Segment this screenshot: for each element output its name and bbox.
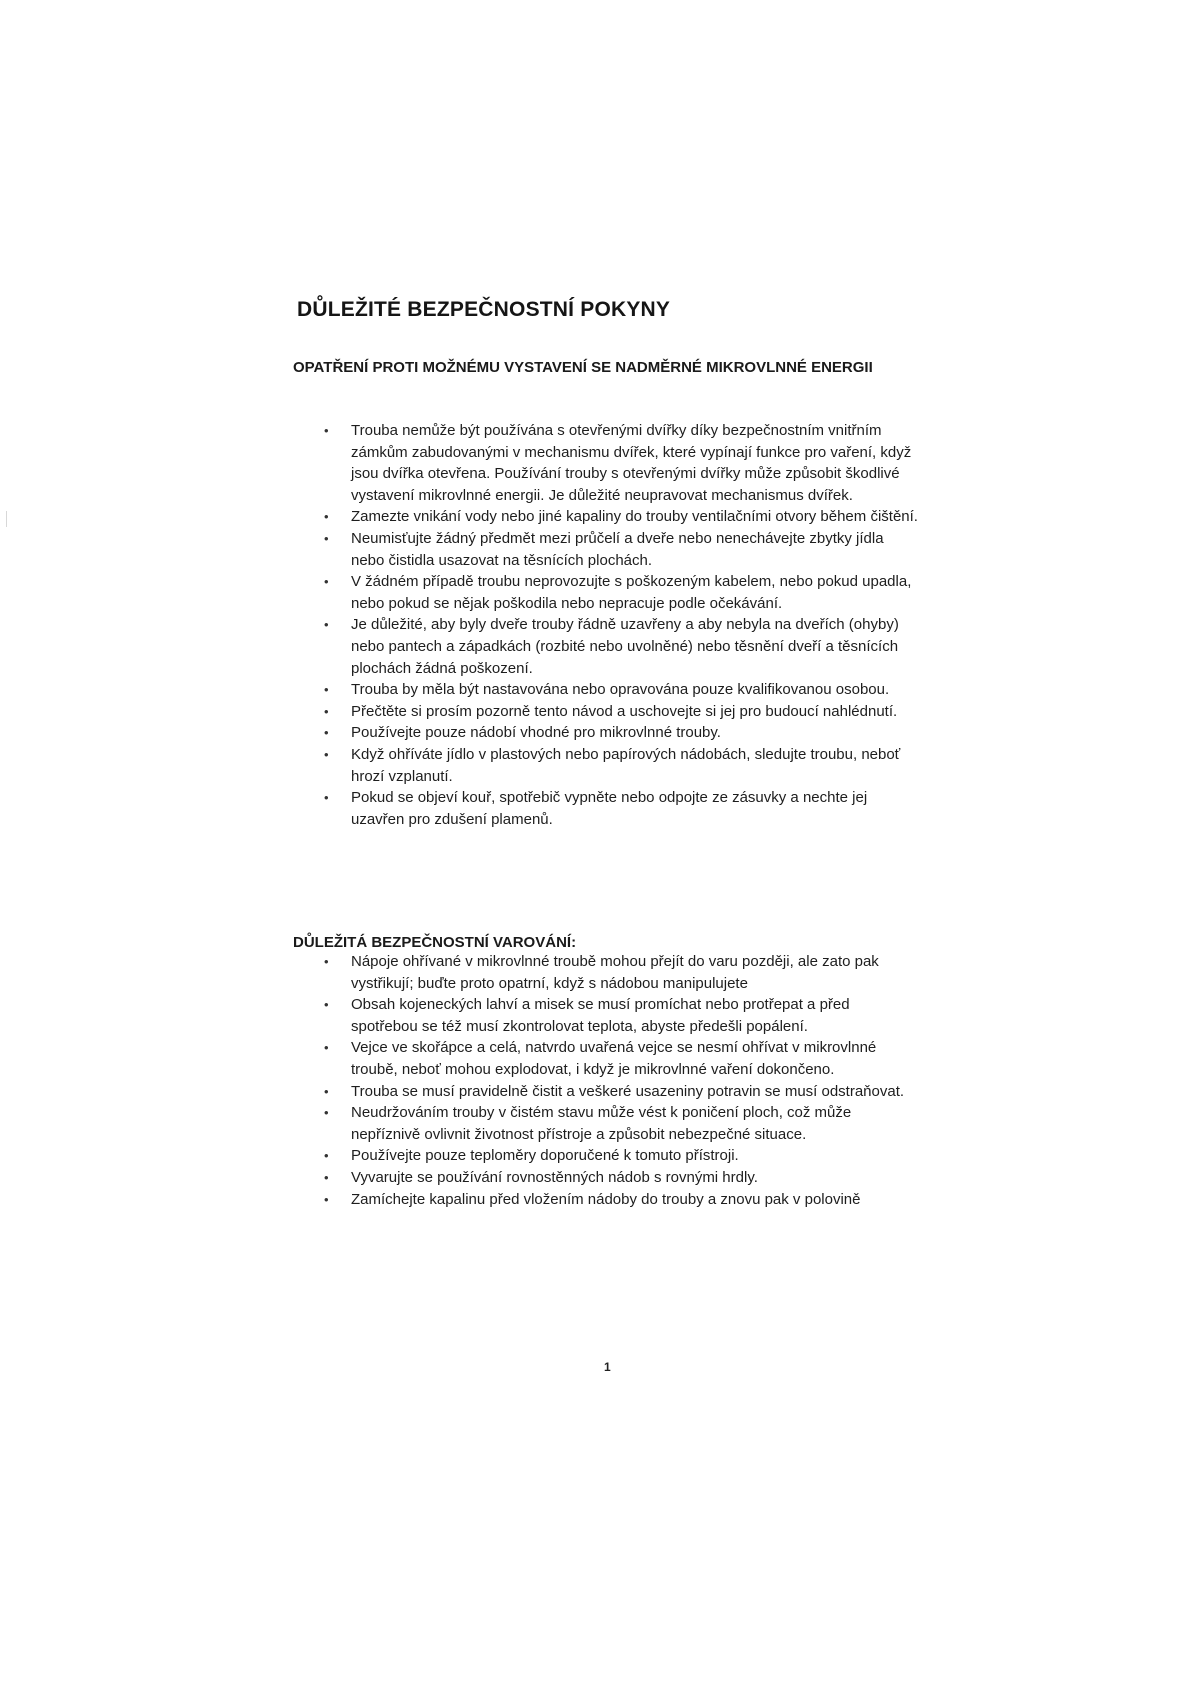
bullet-icon: • — [324, 509, 329, 525]
list-item — [320, 614, 918, 679]
list-item — [320, 1145, 918, 1167]
list-item — [320, 1081, 918, 1103]
list-item-text: Neumisťujte žádný předmět mezi průčelí a dveře nebo nenechávejte zbytky jídla nebo čistidla usazovat na těsnících plochách. — [351, 529, 884, 569]
list-item-text: Obsah kojeneckých lahví a misek se musí promíchat nebo protřepat a před spotřebou se též musí zkontrolovat teplota, abyste předešli popálení. — [351, 996, 850, 1035]
list-item-text: Když ohříváte jídlo v plastových nebo papírových nádobách, sledujte troubu, neboť hrozí vzplanutí. — [351, 745, 901, 785]
list-item-text: Zamezte vnikání vody nebo jiné kapaliny do trouby ventilačními otvory během čištění. — [351, 508, 918, 526]
bullet-icon: • — [324, 1040, 329, 1056]
list-item — [320, 1189, 918, 1211]
scan-mark — [6, 511, 7, 527]
list-item-text: Pokud se objeví kouř, spotřebič vypněte nebo odpojte ze zásuvky a nechte jej uzavřen pro zdušení plamenů. — [351, 789, 868, 828]
bullet-icon: • — [324, 682, 329, 698]
list-item-text: Používejte pouze teploměry doporučené k tomuto přístroji. — [351, 1147, 739, 1165]
page-number: 1 — [604, 1360, 611, 1374]
bullet-icon: • — [324, 530, 329, 546]
bullet-icon: • — [324, 997, 329, 1013]
bullet-icon: • — [324, 954, 329, 969]
list-item — [320, 787, 918, 830]
list-item-text: Neudržováním trouby v čistém stavu může vést k poničení ploch, což může nepříznivě ovlivnit životnost přístroje a způsobit nebezpečné situace. — [351, 1104, 852, 1143]
list-item — [320, 528, 918, 571]
bullet-icon: • — [324, 1083, 329, 1099]
list-item — [320, 744, 918, 787]
bullet-icon: • — [324, 574, 329, 590]
list-item — [320, 420, 918, 506]
list-item-text: Trouba by měla být nastavována nebo opravována pouze kvalifikovanou osobou. — [351, 681, 890, 699]
precautions-list — [320, 420, 918, 830]
bullet-icon: • — [324, 423, 329, 438]
list-item-text: Používejte pouze nádobí vhodné pro mikrovlnné trouby. — [351, 724, 721, 742]
bullet-icon: • — [324, 1148, 329, 1164]
bullet-icon: • — [324, 1191, 329, 1207]
list-item — [320, 722, 918, 744]
list-item — [320, 506, 918, 528]
list-item-text: Nápoje ohřívané v mikrovlnné troubě mohou přejít do varu později, ale zato pak vystřikují; buďte proto opatrní, když s nádobou manipulujete — [351, 953, 879, 992]
list-item — [320, 679, 918, 701]
bullet-icon: • — [324, 790, 329, 806]
list-item-text: Je důležité, aby byly dveře trouby řádně uzavřeny a aby nebyla na dveřích (ohyby) nebo pantech a západkách (rozbité nebo uvolněné) nebo těsnění dveří a těsnících plochách žádná poškození. — [351, 616, 899, 677]
warnings-list — [320, 951, 918, 1210]
document-title: DŮLEŽITÉ BEZPEČNOSTNÍ POKYNY — [297, 298, 671, 321]
list-item-text: Trouba nemůže být používána s otevřenými dvířky díky bezpečnostním vnitřním zámkům zabudovanými v mechanismu dvířek, které vypínají funkce pro vaření, když jsou dvířka otevřena. Používání trouby s otevřenými dvířky může způsobit škodlivé vystavení mikrovlnné energii. Je důležité neupravovat mechanismus dvířek. — [351, 422, 912, 504]
bullet-icon: • — [324, 617, 329, 633]
list-item — [320, 994, 918, 1037]
bullet-icon: • — [324, 1105, 329, 1121]
list-item-text: Zamíchejte kapalinu před vložením nádoby do trouby a znovu pak v polovině — [351, 1190, 861, 1208]
bullet-icon: • — [324, 725, 329, 741]
section-heading-safety-warnings: DŮLEŽITÁ BEZPEČNOSTNÍ VAROVÁNÍ: — [293, 934, 577, 951]
list-item — [320, 1102, 918, 1145]
list-item — [320, 951, 918, 994]
list-item — [320, 571, 918, 614]
bullet-icon: • — [324, 746, 329, 762]
list-item-text: Přečtěte si prosím pozorně tento návod a uschovejte si jej pro budoucí nahlédnutí. — [351, 702, 898, 720]
list-item-text: Vyvarujte se používání rovnostěnných nádob s rovnými hrdly. — [351, 1168, 758, 1186]
bullet-icon: • — [324, 703, 329, 719]
list-item-text: Trouba se musí pravidelně čistit a veškeré usazeniny potravin se musí odstraňovat. — [351, 1082, 905, 1100]
list-item — [320, 1037, 918, 1080]
list-item — [320, 701, 918, 723]
list-item-text: V žádném případě troubu neprovozujte s poškozeným kabelem, nebo pokud upadla, nebo pokud se nějak poškodila nebo nepracuje podle očekávání. — [351, 573, 912, 612]
bullet-icon: • — [324, 1169, 329, 1185]
list-item — [320, 1167, 918, 1189]
list-item-text: Vejce ve skořápce a celá, natvrdo uvařená vejce se nesmí ohřívat v mikrovlnné troubě, neboť mohou explodovat, i když je mikrovlnné vaření dokončeno. — [351, 1039, 877, 1078]
section-heading-microwave-exposure: OPATŘENÍ PROTI MOŽNÉMU VYSTAVENÍ SE NADMĚRNÉ MIKROVLNNÉ ENERGII — [293, 359, 873, 376]
